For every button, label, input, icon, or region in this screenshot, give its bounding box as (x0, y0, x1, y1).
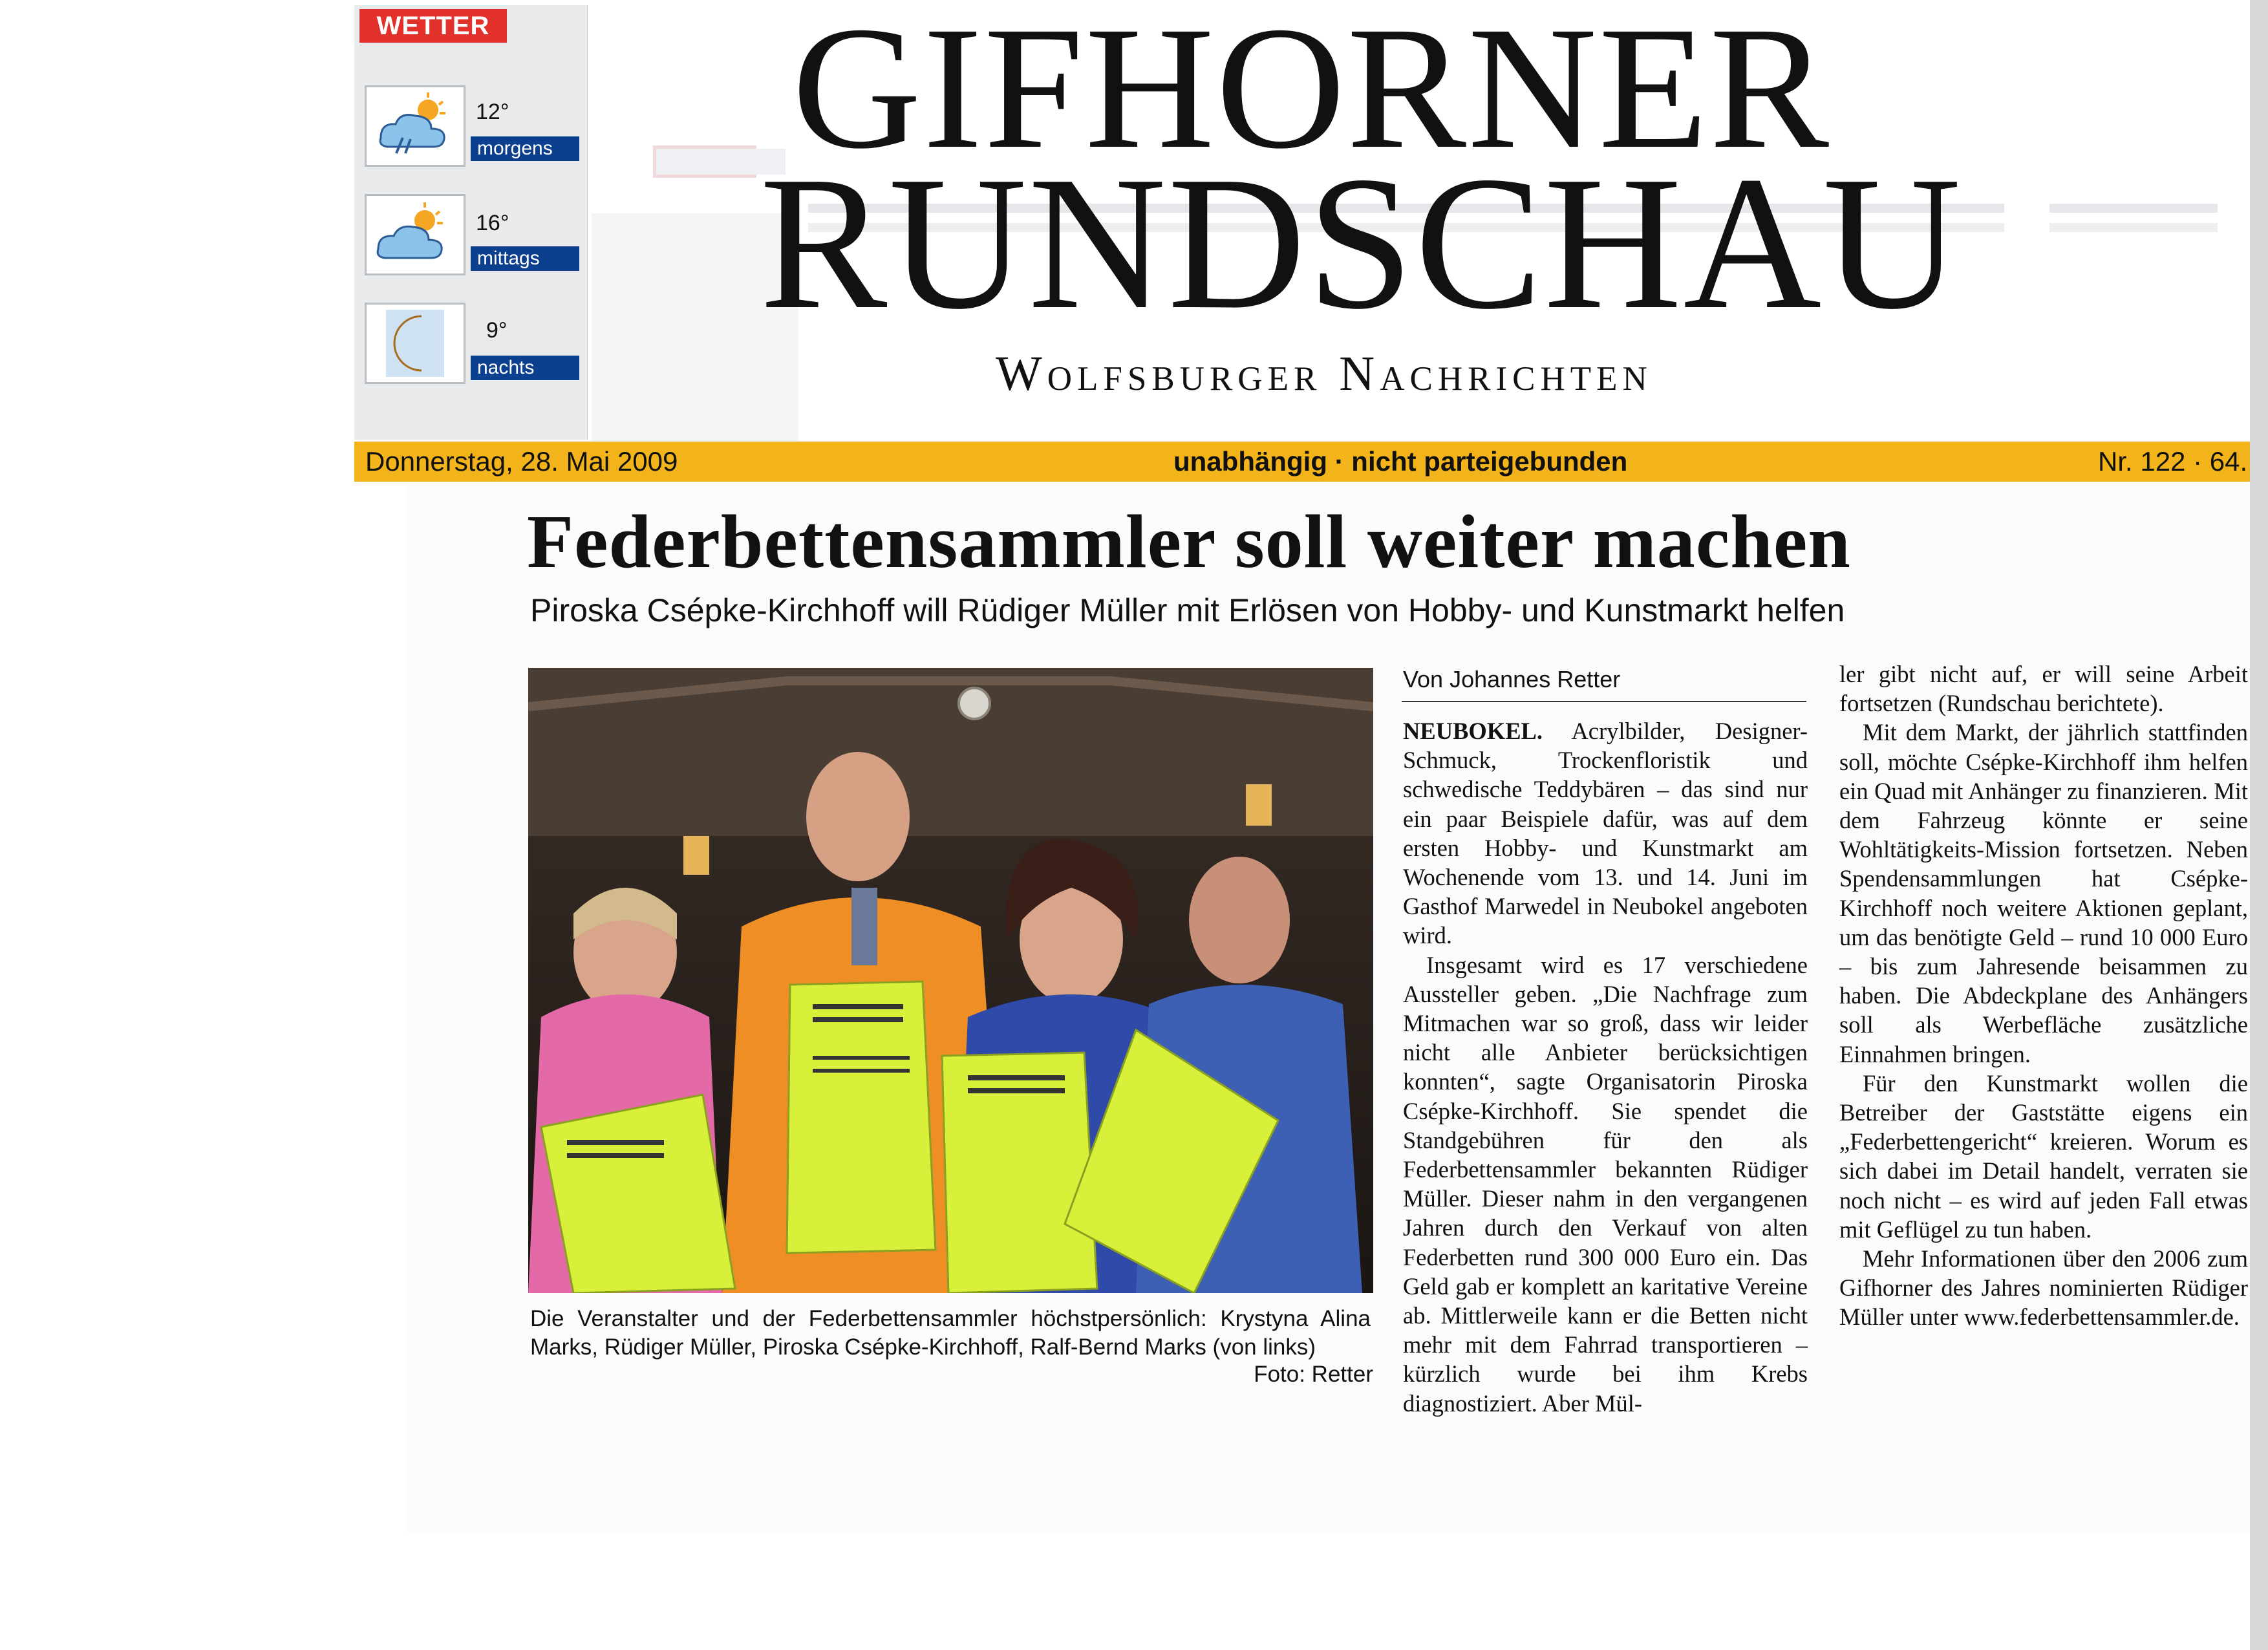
scan-margin (0, 1534, 2268, 1650)
weather-temp-night: 9° (486, 318, 508, 343)
byline-rule (1402, 701, 1806, 702)
article-dateline: NEUBOKEL. (1403, 718, 1543, 744)
scan-edge-shadow (2250, 0, 2268, 1650)
photo-credit: Foto: Retter (1254, 1362, 1373, 1387)
article-paragraph: Mehr Informationen über den 2006 zum Gifhorner des Jahres nominierten Rüdiger Müller unter www.federbettensammler.de. (1839, 1245, 2248, 1331)
article-subheadline: Piroska Csépke-Kirchhoff will Rüdiger Müller mit Erlösen von Hobby- und Kunstmarkt helfen (530, 592, 1845, 628)
article-paragraph: Insgesamt wird es 17 verschiedene Aussteller geben. „Die Nachfrage zum Mitmachen war so groß, dass wir leider nicht alle Anbieter berücksichtigen konnten“, sagte Organisatorin Piroska Csépke-Kirchhoff. Sie spendet die Standgebühren für den als Federbettensammler bekannten Rüdiger Müller. Dieser nahm in den vergangenen Jahren durch den Verkauf von alten Federbetten rund 300 000 Euro ein. Das Geld gab er komplett an karitative Vereine ab. Mittlerweile kann er die Betten nicht mehr mit dem Fahrrad transportieren – kürzlich wurde bei ihm Krebs diagnostiziert. Aber Mül- (1403, 951, 1808, 1417)
newspaper-motto: unabhängig · nicht parteigebunden (1173, 446, 1628, 477)
weather-tag: WETTER (359, 9, 507, 43)
masthead-title-line-2: RUNDSCHAU (760, 137, 1963, 349)
article-column-2 (1839, 659, 2248, 1332)
photo-caption: Die Veranstalter und der Federbettensammler höchstpersönlich: Krystyna Alina Marks, Rüdiger Müller, Piroska Csépke-Kirchhoff, Ralf-Bernd Marks (von links) (530, 1306, 1371, 1360)
article-paragraph (1403, 716, 1808, 950)
article-headline: Federbettensammler soll weiter machen (527, 499, 1851, 584)
issue-number: Nr. 122 · 64. (2098, 446, 2248, 477)
article-paragraph: Für den Kunstmarkt wollen die Betreiber der Gaststätte eigens ein „Federbettengericht“ kreieren. Worum es sich dabei im Detail handelt, verraten sie noch nicht – es wird auf jeden Fall etwas mit Geflügel zu tun haben. (1839, 1069, 2248, 1243)
cloud-sun-icon (365, 194, 465, 275)
weather-label-midday: mittags (471, 246, 579, 271)
moon-icon (365, 303, 465, 384)
article-paragraph: ler gibt nicht auf, er will seine Arbeit fortsetzen (Rundschau berichtete). (1839, 661, 2248, 717)
weather-label-morning: morgens (471, 136, 579, 161)
weather-temp-midday: 16° (476, 211, 509, 235)
masthead-subtitle: Wolfsburger Nachrichten (996, 347, 1653, 401)
article-byline: Von Johannes Retter (1403, 666, 1621, 692)
article-photo (528, 668, 1373, 1293)
article-column-1 (1403, 716, 1808, 1418)
article-paragraph: Mit dem Markt, der jährlich stattfinden soll, möchte Csépke-Kirchhoff ihm helfen ein Quad mit Anhänger zu finanzieren. Mit dem Fahrzeug könnte er seine Wohltätigkeits-Mission fortsetzen. Neben Spendensammlungen hat Csépke-Kirchhoff noch weitere Aktionen geplant, um das benötigte Geld – rund 10 000 Euro – bis zum Jahresende beisammen zu haben. Die Abdeckplane des Anhängers soll als Werbefläche zusätzliche Einnahmen bringen. (1839, 719, 2248, 1067)
weather-label-night: nachts (471, 356, 579, 380)
weather-temp-morning: 12° (476, 100, 509, 124)
issue-date: Donnerstag, 28. Mai 2009 (365, 446, 678, 477)
article-paragraph-text: Acrylbilder, Designer-Schmuck, Trockenfloristik und schwedische Teddybären – das sind nur ein paar Beispiele dafür, was auf dem ersten Hobby- und Kunstmarkt am Wochenende vom 13. und 14. Juni im Gasthof Marwedel in Neubokel angeboten wird. (1403, 718, 1808, 949)
rain-cloud-sun-icon (365, 85, 465, 167)
masthead-title-line-1: GIFHORNER (792, 0, 1831, 185)
